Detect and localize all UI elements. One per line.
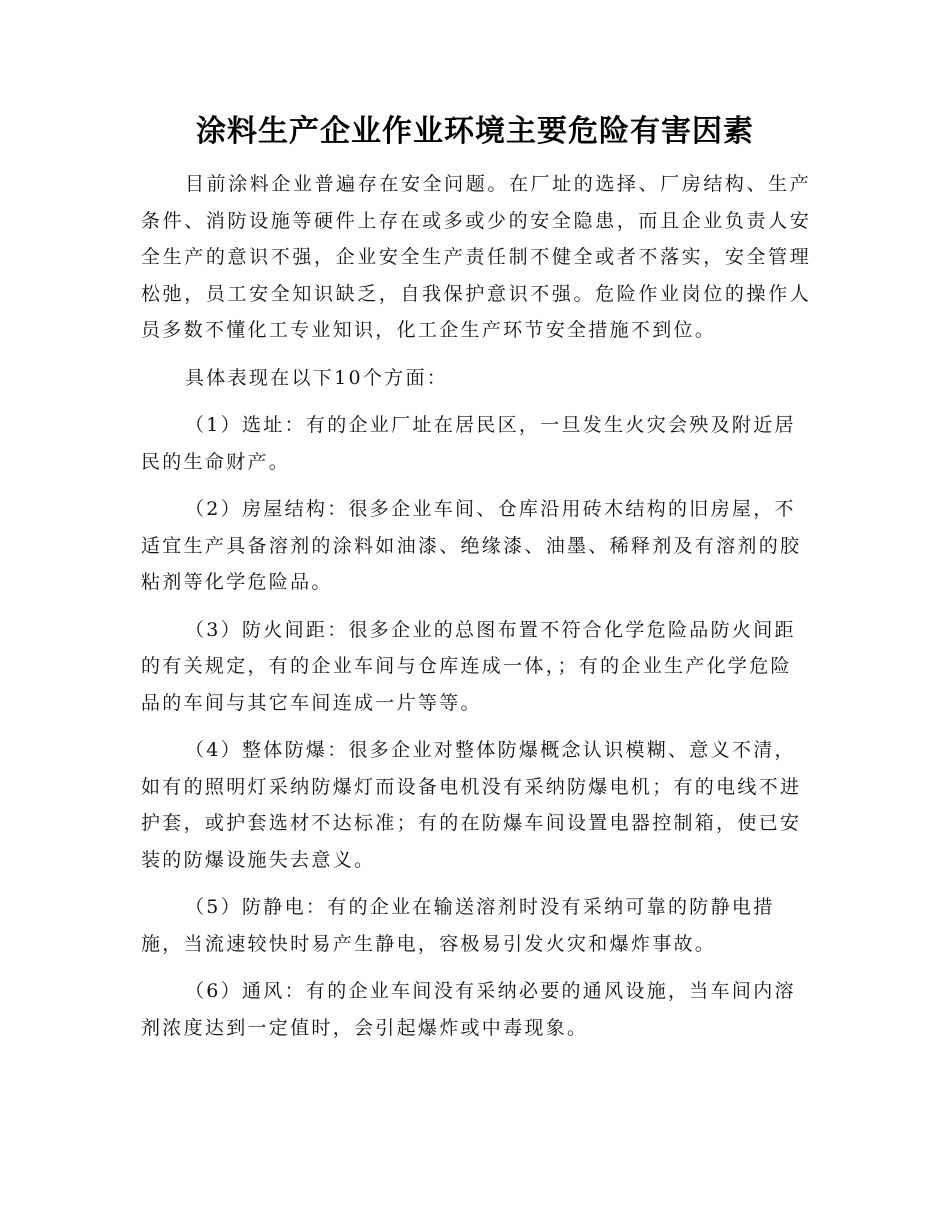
item-paragraph-1: （1）选址：有的企业厂址在居民区，一旦发生火灾会殃及附近居民的生命财产。 [141, 414, 796, 473]
intro-paragraph: 目前涂料企业普遍存在安全问题。在厂址的选择、厂房结构、生产条件、消防设施等硬件上存在或多或少的安全隐患，而且企业负责人安全生产的意识不强，企业安全生产责任制不健全或者不落实，安全管理松弛，员工安全知识缺乏，自我保护意识不强。危险作业岗位的操作人员多数不懂化工专业知识，化工企生产环节安全措施不到位。 [141, 173, 811, 341]
item-paragraph-4: （4）整体防爆：很多企业对整体防爆概念认识模糊、意义不清，如有的照明灯采纳防爆灯而设备电机没有采纳防爆电机；有的电线不进护套，或护套选材不达标准；有的在防爆车间设置电器控制箱，使已安装的防爆设施失去意义。 [141, 739, 802, 871]
list-intro-paragraph: 具体表现在以下10个方面： [185, 366, 449, 389]
item-paragraph-3: （3）防火间距：很多企业的总图布置不符合化学危险品防火间距的有关规定，有的企业车间与仓库连成一体，；有的企业生产化学危险品的车间与其它车间连成一片等等。 [141, 618, 796, 714]
item-paragraph-6: （6）通风：有的企业车间没有采纳必要的通风设施，当车间内溶剂浓度达到一定值时，会引起爆炸或中毒现象。 [141, 980, 796, 1039]
item-paragraph-5: （5）防静电：有的企业在输送溶剂时没有采纳可靠的防静电措施，当流速较快时易产生静电，容极易引发火灾和爆炸事故。 [141, 896, 775, 955]
document-title: 涂料生产企业作业环境主要危险有害因素 [196, 114, 754, 149]
document-body [141, 166, 811, 1046]
item-paragraph-2: （2）房屋结构：很多企业车间、仓库沿用砖木结构的旧房屋，不适宜生产具备溶剂的涂料如油漆、绝缘漆、油墨、稀释剂及有溶剂的胶粘剂等化学危险品。 [141, 498, 802, 593]
